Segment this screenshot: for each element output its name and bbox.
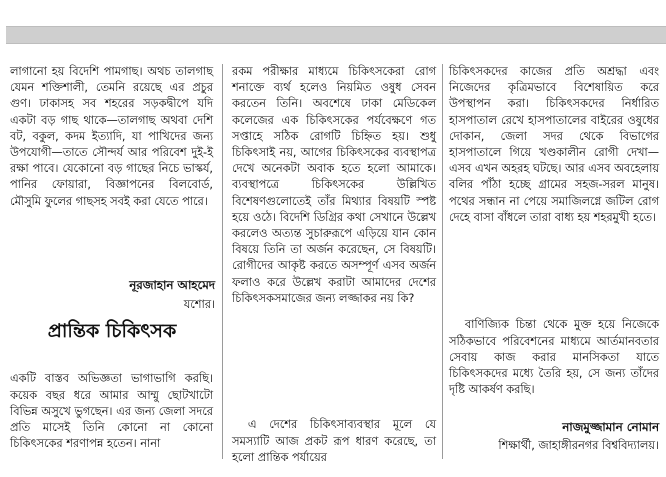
page-top-band [0,0,666,16]
article-column-3 [449,64,659,226]
article-column-2-continued: এ দেশের চিকিৎসাব্যবস্থার মূলে যে সমস্যাটি আজ প্রকট রূপ ধারণ করেছে, তা হলো প্রান্তিক পর্যায়ের [232,418,436,464]
article-column-2 [232,64,436,307]
article-body: রকম পরীক্ষার মাধ্যমে চিকিৎসকেরা রোগ শনাক্তে ব্যর্থ হলেও নিয়মিত ওষুধ সেবন করতেন তিনি। অবশেষে ঢাকা মেডিকেল কলেজের এক চিকিৎসকের পর্যবেক্ষণে গত সপ্তাহে সঠিক রোগটি চিহ্নিত হয়। শুধু চিকিৎসাই নয়, আগের চিকিৎসকের ব্যবস্থাপত্র দেখে অনেকটা অবাক হতে হলো আমাকে। ব্যবস্থাপত্রে চিকিৎসকের উল্লিখিত বিশেষণগুলোতেই তাঁর মিথ্যার বিষয়টি স্পষ্ট হয়ে ওঠে। বিদেশি ডিগ্রির কথা সেখানে উল্লেখ করলেও অত্যন্ত সুচারুরূপে এড়িয়ে যান কোন বিষয়ে তিনি তা অর্জন করেছেন, সে বিষয়টি। রোগীদের আকৃষ্ট করতে অসম্পূর্ণ এসব অর্জন ফলাও করে উল্লেখ করাটা আমাদের দেশের চিকিৎসকসমাজের জন্য লজ্জাকর নয় কি? [232,65,436,305]
article-author: নাজমুজ্জামান নোমান [562,420,659,434]
article-author-affiliation: শিক্ষার্থী, জাহাঙ্গীরনগর বিশ্ববিদ্যালয়। [498,439,659,452]
section-header-bar [6,26,666,44]
column-divider [222,64,223,459]
article-heading: প্রান্তিক চিকিৎসক [47,320,177,342]
letter-author-place: যশোর। [183,298,215,311]
article-body-start: একটি বাস্তব অভিজ্ঞতা ভাগাভাগি করছি। কয়েক বছর ধরে আমার আম্মু ছোটখাটো বিভিন্ন অসুখে ভুগছেন। এর জন্য জেলা সদরে প্রতি মাসেই তিনি কোনো না কোনো চিকিৎসকের শরণাপন্ন হতেন। নানা [10,372,213,451]
column-divider [442,64,443,459]
letter-body: লাগানো হয় বিদেশি পামগাছ। অথচ তালগাছ যেমন শক্তিশালী, তেমনি রয়েছে এর প্রচুর গুণ। ঢাকাসহ সব শহরের সড়কদ্বীপে যদি একটা বড় গাছ থাকে—তালগাছ অথবা দেশি বট, বকুল, কদম ইত্যাদি, যা পাখিদের জন্য উপযোগী—তাতে সৌন্দর্য আর পরিবেশ দুই-ই রক্ষা পাবে। যেকোনো বড় গাছের নিচে ভাস্কর্য, পানির ফোয়ারা, বিজ্ঞাপনের বিলবোর্ড, মৌসুমি ফুলের গাছসহ সবই করা যেতে পারে। [10,65,213,208]
letter-column-1 [10,64,213,210]
article-body: চিকিৎসকদের কাজের প্রতি অশ্রদ্ধা এবং নিজেদের কৃত্রিমভাবে বিশেষায়িত করে উপস্থাপন করা। চিকিৎসকদের নির্ধারিত হাসপাতাল রেখে হাসপাতালের বাইরের ওষুধের দোকান, জেলা সদর থেকে বিভাগের হাসপাতালে গিয়ে খণ্ডকালীন রোগী দেখা—এসব এখন অহরহ ঘটছে। আর এসব অবহেলায় বলির পাঁঠা হচ্ছে গ্রামের সহজ-সরল মানুষ। পথের সন্ধান না পেয়ে সমাজিলগ্নে জটিল রোগ দেহে বাসা বাঁধলে তারা বাধ্য হয় শহরমুখী হতে। [449,65,659,224]
letter-author: নূরজাহান আহমেদ [129,278,215,292]
article-column-3-continued: বাণিজ্যিক চিন্তা থেকে মুক্ত হয়ে নিজেকে সঠিকভাবে পরিবেশনের মাধ্যমে আর্তমানবতার সেবায় কাজ করার মানসিকতা যাতে চিকিৎসকদের মধ্যে তৈরি হয়, সে জন্য তাঁদের দৃষ্টি আকর্ষণ করছি। [449,318,659,397]
